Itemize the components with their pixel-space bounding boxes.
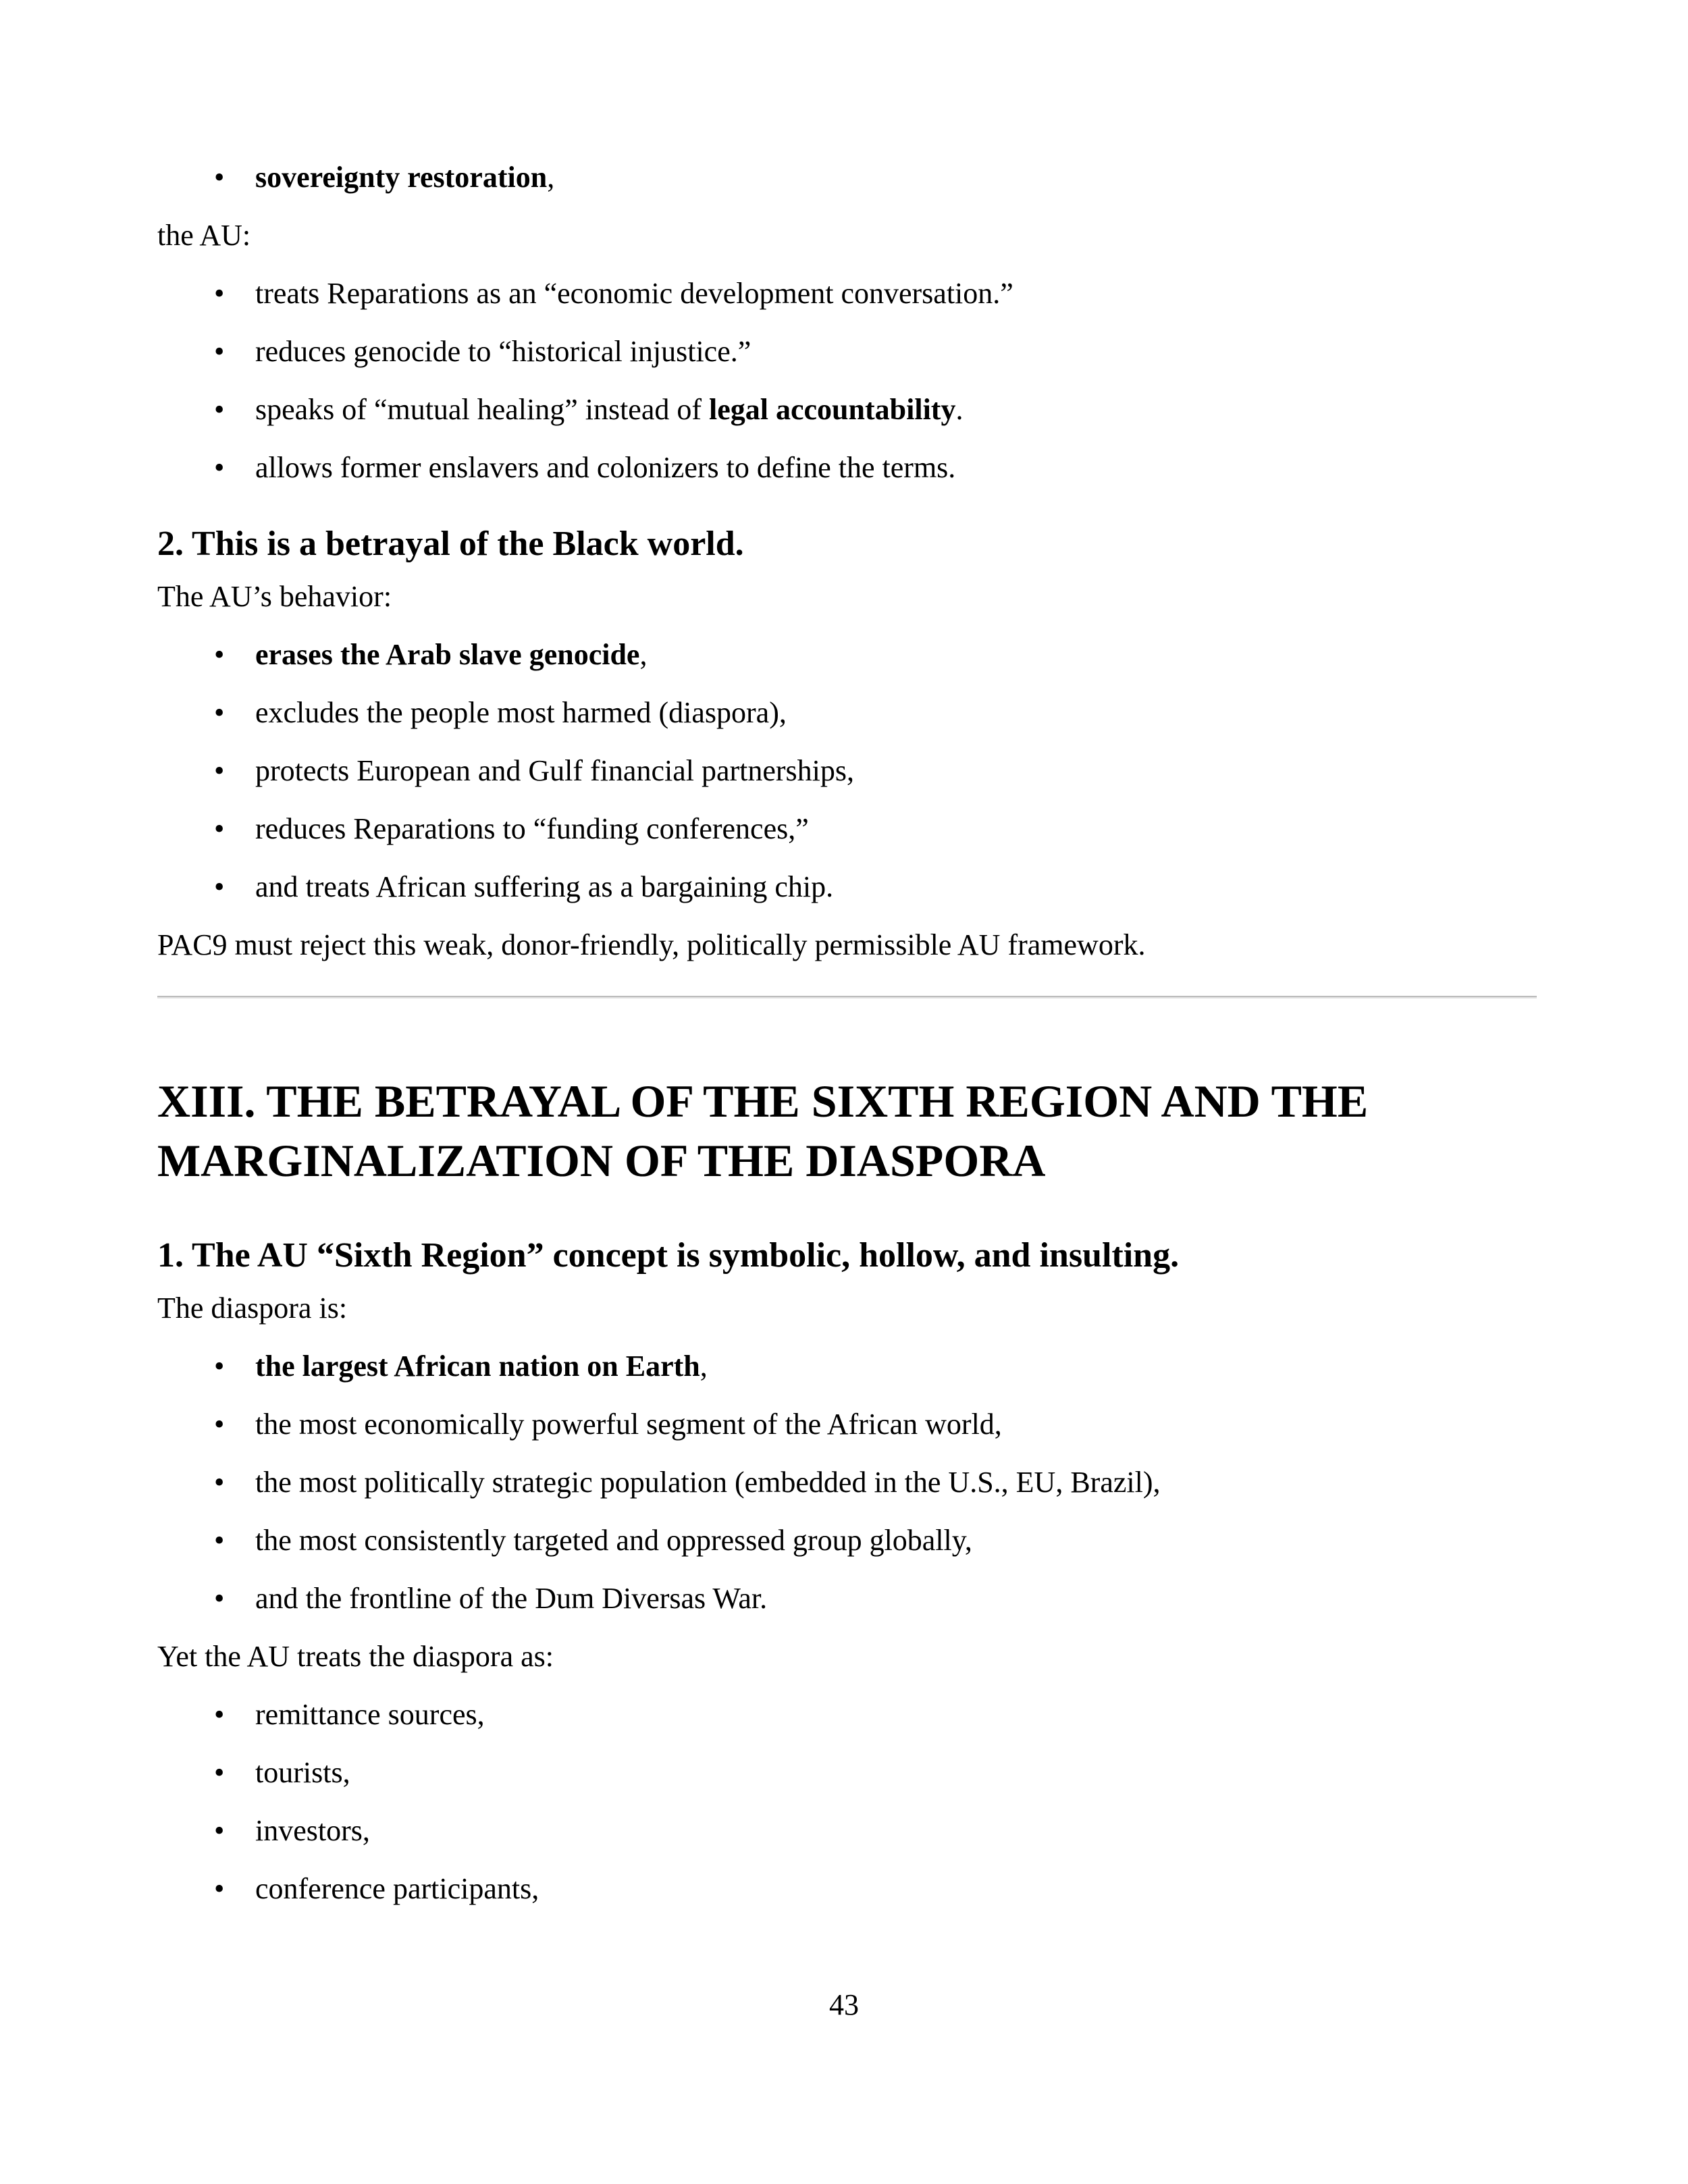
bullet-icon: • [214, 1408, 225, 1441]
page-number: 43 [829, 1988, 859, 2021]
bullet-icon: • [214, 1582, 225, 1615]
bullet-icon: • [214, 1524, 225, 1557]
bullet-list-au-behavior [157, 626, 1535, 916]
list-item: • conference participants, [157, 1860, 1535, 1918]
list-item: • investors, [157, 1802, 1535, 1860]
list-item: • allows former enslavers and colonizers to define the terms. [157, 439, 1535, 497]
bullet-icon: • [214, 277, 225, 310]
list-item: • excludes the people most harmed (diaspora), [157, 684, 1535, 742]
horizontal-rule [157, 996, 1537, 998]
bullet-icon: • [214, 638, 225, 671]
list-item: • sovereignty restoration, [157, 149, 1535, 207]
paragraph: the AU: [157, 219, 251, 252]
bullet-list-au-treats-diaspora [157, 1686, 1535, 1918]
paragraph: The AU’s behavior: [157, 580, 392, 613]
list-item: • protects European and Gulf financial partnerships, [157, 742, 1535, 800]
bullet-icon: • [214, 812, 225, 845]
bullet-list-au-treatment [157, 265, 1535, 497]
bullet-list-sovereignty [157, 149, 1535, 207]
bullet-icon: • [214, 161, 225, 194]
bullet-icon: • [214, 754, 225, 787]
paragraph: The diaspora is: [157, 1291, 348, 1325]
bullet-icon: • [214, 335, 225, 368]
list-item: • reduces Reparations to “funding conferences,” [157, 800, 1535, 858]
list-item: • treats Reparations as an “economic development conversation.” [157, 265, 1535, 323]
list-item: • the largest African nation on Earth, [157, 1337, 1535, 1395]
bullet-icon: • [214, 1814, 225, 1847]
bullet-icon: • [214, 696, 225, 729]
paragraph: Yet the AU treats the diaspora as: [157, 1640, 554, 1673]
bullet-icon: • [214, 870, 225, 903]
bullet-icon: • [214, 451, 225, 484]
bullet-icon: • [214, 1756, 225, 1789]
bullet-list-diaspora-is [157, 1337, 1535, 1628]
list-item: • and treats African suffering as a bargaining chip. [157, 858, 1535, 916]
section-heading: 2. This is a betrayal of the Black world. [157, 525, 744, 563]
bullet-icon: • [214, 1466, 225, 1499]
list-item: • and the frontline of the Dum Diversas War. [157, 1570, 1535, 1628]
page-content [157, 149, 1535, 1918]
list-item: • speaks of “mutual healing” instead of legal accountability. [157, 381, 1535, 439]
list-item: • erases the Arab slave genocide, [157, 626, 1535, 684]
bullet-icon: • [214, 1350, 225, 1383]
list-item: • tourists, [157, 1744, 1535, 1802]
chapter-heading: XIII. THE BETRAYAL OF THE SIXTH REGION AND THE MARGINALIZATION OF THE DIASPORA [157, 1075, 1369, 1186]
section-heading: 1. The AU “Sixth Region” concept is symbolic, hollow, and insulting. [157, 1236, 1180, 1275]
list-item: • the most consistently targeted and oppressed group globally, [157, 1512, 1535, 1570]
paragraph: PAC9 must reject this weak, donor-friendly, politically permissible AU framework. [157, 928, 1146, 961]
bullet-icon: • [214, 1698, 225, 1731]
list-item: • the most economically powerful segment of the African world, [157, 1395, 1535, 1454]
list-item: • remittance sources, [157, 1686, 1535, 1744]
list-item: • the most politically strategic population (embedded in the U.S., EU, Brazil), [157, 1454, 1535, 1512]
bullet-icon: • [214, 393, 225, 426]
bullet-icon: • [214, 1872, 225, 1905]
list-item: • reduces genocide to “historical injustice.” [157, 323, 1535, 381]
